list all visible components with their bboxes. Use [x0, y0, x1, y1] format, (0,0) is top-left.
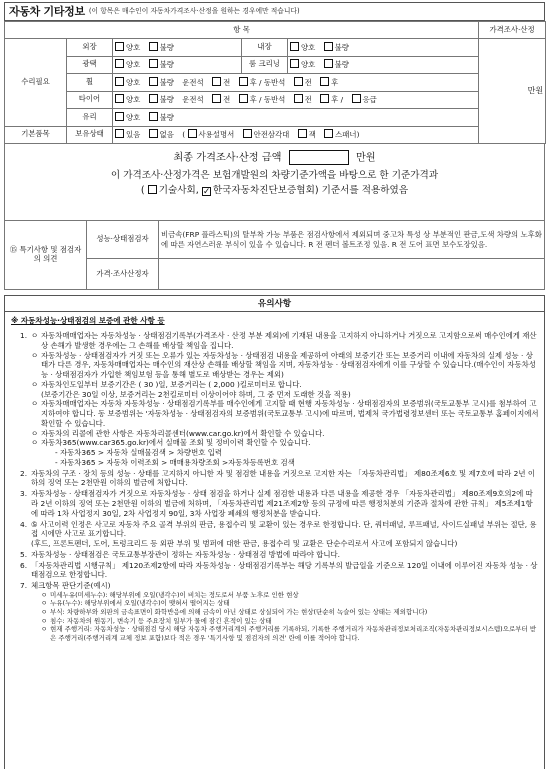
basis-option-1: 기술사회, — [158, 184, 199, 196]
checkbox-spanner[interactable] — [324, 129, 333, 138]
notice-subitem — [31, 399, 539, 428]
option-label: 있음 — [126, 130, 141, 140]
checkbox-room-clean-bad[interactable] — [324, 59, 333, 68]
basic-items-label: 기본품목 — [5, 126, 67, 144]
column-header-price: 가격조사·산정 — [479, 22, 546, 39]
criteria-text: 부식: 차량하부와 외판의 금속표면이 화학반응에 의해 금속이 아닌 상태로 상실되어 가는 현상(단순히 녹슬어 있는 상태는 제외합니다) — [50, 608, 428, 617]
paren: ( — [140, 184, 145, 196]
option-label: 양호 — [301, 42, 316, 52]
notice-subitem — [31, 429, 539, 439]
notice-item — [20, 489, 539, 518]
section-title: 자동차 기타정보 — [9, 4, 85, 18]
option-label: 양호 — [126, 95, 141, 105]
option-label: 양호 — [126, 77, 141, 87]
option-label: 불량 — [159, 112, 174, 122]
notice-item — [20, 549, 539, 560]
row-label-gloss: 광택 — [67, 56, 113, 74]
notice-item-number: 7. — [20, 581, 28, 591]
bullet-mark: ㅇ — [41, 590, 48, 599]
row-label-wheel: 휠 — [67, 74, 113, 92]
checkbox-wheel-passenger-rear[interactable] — [320, 77, 329, 86]
notice-path-line: - 자동차365 > 자동차 이력조회 > 매매용차량조회 >자동차등록번호 검색 — [55, 457, 295, 467]
notice-subitem — [31, 438, 539, 467]
option-label: 잭 — [308, 130, 316, 140]
notice-item-number: 5. — [20, 549, 28, 559]
final-amount-input[interactable] — [289, 150, 349, 165]
notice-item-text: 체크항목 판단기준(예시) — [31, 581, 111, 591]
option-label: 후 / 동반석 — [249, 95, 286, 105]
criteria-item — [41, 625, 539, 642]
checkbox-tire-good[interactable] — [115, 94, 124, 103]
checkbox-jack[interactable] — [298, 129, 307, 138]
notice-subitem-text: 자동차365(www.car365.go.kr)에서 실매물 조회 및 정비이력 확인할 수 있습니다. — [41, 438, 311, 448]
pricer-opinion-text[interactable] — [159, 259, 545, 290]
possession-status-label: 보유상태 — [67, 126, 113, 144]
column-header-item: 항 목 — [5, 22, 479, 39]
checkbox-tire-emergency[interactable] — [352, 94, 361, 103]
notice-body — [4, 312, 545, 769]
checkbox-basic-have[interactable] — [115, 129, 124, 138]
section-title-bar — [4, 2, 545, 21]
notice-subitem-text: 자동차매매업자는 자동차성능 · 상태점검기록부(가격조사 · 산정 부분 제외)에 기재된 내용을 고지하지 아니하거나 거짓으로 고지함으로써 매수인에게 재산상 손해가 발생한 경우에는 그 손해를 배상할 책임을 집니다. — [41, 331, 537, 350]
basis-option-2: 한국자동차진단보증협회) 기준서를 적용하였음 — [212, 184, 409, 196]
criteria-item — [41, 617, 539, 626]
notice-item — [20, 560, 539, 581]
notice-item-number: 2. — [20, 468, 28, 478]
notice-item-text: 자동차의 구조 · 장치 등의 성능 · 상태를 고지하지 아니한 자 및 점검한 내용을 거짓으로 고지한 자는 「자동차관리법」 제80조제6호 및 제7호에 따라 2년 이하의 징역 또는 2천만원 이하의 벌금에 처합니다. — [31, 468, 535, 488]
checkbox-interior-bad[interactable] — [324, 42, 333, 51]
bullet-mark: ㅇ — [41, 625, 48, 634]
criteria-list — [31, 591, 539, 642]
checkbox-manual[interactable] — [188, 129, 197, 138]
notice-item-number: 6. — [20, 560, 28, 570]
option-label: 후 / 동반석 — [249, 77, 286, 87]
option-label: 없음 — [159, 130, 174, 140]
notice-subitem — [31, 351, 539, 380]
bullet-mark: ㅇ — [41, 616, 48, 625]
inspector-opinion-text: 비금속(FRP 플라스틱)의 탈부착 가능 부품은 점검사항에서 제외되며 중고차 특성 상 부분적인 판금,도색 차량의 노후화에 따른 자연스러운 부식이 있을 수 있습니다. R 전 펜더 볼트조정 있음. R 전 도어 표면 보수도장있음. — [159, 221, 545, 259]
special-notes-table — [4, 220, 545, 290]
notice-subitem-text: 자동차의 리콜에 관한 사항은 자동차리콜센터(www.car.go.kr)에서 확인할 수 있습니다. — [41, 428, 325, 438]
option-label: 불량 — [159, 77, 174, 87]
notice-item-number: 4. — [20, 519, 28, 529]
criteria-item — [41, 608, 539, 617]
option-label: 응급 — [362, 95, 377, 105]
notice-item-text: 자동차성능 · 상태점검은 국토교통부장관이 정하는 자동차성능 · 상태점검 방법에 따라야 합니다. — [31, 549, 340, 559]
checkbox-tire-driver-rear[interactable] — [239, 94, 248, 103]
bullet-mark: ㅇ — [31, 428, 39, 438]
inspector-label: 성능·상태점검자 — [87, 221, 159, 259]
notice-item — [20, 519, 539, 549]
section-note: (이 항목은 매수인이 자동차가격조사·산정을 원하는 경우에만 적습니다) — [88, 7, 300, 16]
option-label: 후 / — [331, 95, 344, 105]
checkbox-gloss-bad[interactable] — [149, 59, 158, 68]
final-amount-label: 최종 가격조사·산정 금액 — [173, 152, 282, 164]
checkbox-tire-bad[interactable] — [149, 94, 158, 103]
notice-item-number: 1. — [20, 331, 28, 340]
criteria-item — [41, 599, 539, 608]
option-label: 불량 — [159, 42, 174, 52]
notice-subitem-text: 자동차매매업자는 자동차 자동차성능 · 상태점검기록부를 매수인에게 고지할 때 현행 자동차성능 · 상태점검자의 보증범위(국토교통부 고시)를 첨부하여 고지하여야 합니다. 동 보증범위는 '자동차성능 · 상태점검자의 보증범위(국토교통부 고시)에 따르며, 법제처 국가법령정보센터 또는 국토교통부 홈페이지에서 확인할 수 있습니다. — [41, 399, 539, 428]
bullet-mark: ㅇ — [31, 379, 39, 389]
checkbox-wheel-driver-front[interactable] — [212, 77, 221, 86]
checkbox-tire-passenger-rear[interactable] — [320, 94, 329, 103]
checkbox-gloss-good[interactable] — [115, 59, 124, 68]
checkbox-engineers-association[interactable] — [148, 185, 157, 194]
notice-path-line: - 자동차365 > 자동차 실매물검색 > 차량번호 입력 — [55, 448, 222, 458]
checkbox-basic-none[interactable] — [149, 129, 158, 138]
driver-seat-label: 운전석 — [182, 77, 204, 87]
checkbox-glass-good[interactable] — [115, 112, 124, 121]
criteria-text: 누유(누수): 해당부위에서 오일(냉각수)이 맺혀서 떨어지는 상태 — [50, 599, 230, 608]
option-label: 전 — [223, 77, 231, 87]
row-label-exterior: 외장 — [67, 39, 113, 57]
row-label-interior: 내장 — [242, 39, 288, 57]
option-label: 스패너 — [335, 130, 357, 140]
notice-title: ※ 자동차성능·상태점검의 보증에 관한 사항 등 — [11, 316, 165, 325]
option-label: 불량 — [334, 42, 349, 52]
bullet-mark: ㅇ — [41, 599, 48, 608]
other-info-table — [4, 21, 546, 144]
special-notes-label: ⑮ 특기사항 및 점검자의 의견 — [5, 221, 87, 290]
option-label: 양호 — [126, 60, 141, 70]
notice-item-text: ⑤ 사고이력 인정은 사고로 자동차 주요 골격 부위의 판금, 용접수리 및 교환이 있는 경우로 한정합니다. 단, 쿼터패널, 루프패널, 사이드실패널 부위는 절단, 용접 시에만 사고로 표기합니다. (후드, 프론트펜더, 도어, 트렁크리드 등 외판 부위 및 범퍼에 대한 판금, 용접수리 및 교환은 단순수리로서 사고에 포함되지 않습니다) — [31, 519, 537, 549]
final-amount-unit: 만원 — [355, 152, 376, 164]
notice-item — [20, 581, 539, 642]
notice-item-number: 3. — [20, 489, 28, 499]
bullet-mark: ㅇ — [31, 438, 39, 448]
row-label-glass: 유리 — [67, 109, 113, 127]
checkbox-triangle[interactable] — [243, 129, 252, 138]
paren: ) — [356, 130, 360, 140]
notice-item — [20, 331, 539, 468]
option-label: 안전삼각대 — [253, 130, 290, 140]
price-unit: 만원 — [527, 86, 544, 96]
pricer-label: 가격·조사산정자 — [87, 259, 159, 290]
option-label: 불량 — [159, 60, 174, 70]
repair-needed-label: 수리필요 — [5, 39, 67, 127]
option-label: 전 — [304, 95, 312, 105]
criteria-text: 미세누유(미세누수): 해당부위에 오일(냉각수)이 비치는 정도로서 부품 노후로 인한 현상 — [50, 590, 299, 599]
notice-item-text: 자동차성능 · 상태점검자가 거짓으로 자동차성능 · 상태 점검을 하거나 실제 점검한 내용과 다른 내용을 제공한 경우 「자동차관리법」 제80조제9호의2에 따라 2년 이하의 징역 또는 2천만원 이하의 벌금에 처하며, 「자동차관리법 제21조제2항 등의 규정에 따른 행정처분의 기준과 절차에 관한 규칙」 제5조제1항에 따라 1차 사업정지 30일, 2차 사업정지 90일, 3차 사업장 폐쇄의 행정처분을 받습니다. — [31, 489, 533, 518]
checkbox-diagnosis-association[interactable] — [202, 187, 211, 196]
criteria-text: 현재 주행거리: 자동차성능 · 상태점검 당시 해당 자동차 주행거리계의 주행거리를 기록하되, 기록한 주행거리가 자동차관리정보처리조직(자동차관리정보시스템)으로부터 받은 주행거리(주행거리계 교체 정보 포함)보다 적은 경우 '특기사항 및 점검자의 의견' 란에 이를 적어야 합니다. — [50, 625, 537, 642]
checkbox-glass-bad[interactable] — [149, 112, 158, 121]
notice-item-text: 「자동차관리법 시행규칙」 제120조제2항에 따라 자동차성능 · 상태점검기록부는 해당 기록부의 발급일을 기준으로 120일 이내에 이루어진 자동차 성능 · 상태점검으로 한정합니다. — [31, 560, 538, 580]
checkbox-wheel-good[interactable] — [115, 77, 124, 86]
price-basis-text: 이 가격조사·산정가격은 보험개발원의 차량기준가액을 바탕으로 한 기준가격과 — [110, 170, 439, 181]
option-label: 양호 — [301, 60, 316, 70]
option-label: 양호 — [126, 42, 141, 52]
option-label: 양호 — [126, 112, 141, 122]
option-label: 전 — [304, 77, 312, 87]
final-price-block — [4, 144, 545, 220]
notice-subitem-text: 자동차인도일부터 보증기간은 ( 30 )일, 보증거리는 ( 2,000 )킬로미터로 합니다. (보증기간은 30일 이상, 보증거리는 2천킬로미터 이상이어야 하며, 그 중 먼저 도래한 것을 적용) — [41, 379, 351, 399]
checkbox-exterior-good[interactable] — [115, 42, 124, 51]
checkbox-room-clean-good[interactable] — [290, 59, 299, 68]
checkbox-tire-driver-front[interactable] — [212, 94, 221, 103]
notice-header: 유의사항 — [4, 295, 545, 312]
checkbox-wheel-driver-rear[interactable] — [239, 77, 248, 86]
checkbox-tire-passenger-front[interactable] — [294, 94, 303, 103]
price-amount-cell[interactable] — [479, 39, 546, 144]
checkbox-wheel-passenger-front[interactable] — [294, 77, 303, 86]
driver-seat-label: 운전석 — [182, 95, 204, 105]
option-label: 불량 — [334, 60, 349, 70]
row-label-room-clean: 룸 크리닝 — [242, 56, 288, 74]
criteria-text: 침수: 자동차의 원동기, 변속기 등 주요장치 일부가 물에 잠긴 흔적이 있는 상태 — [50, 616, 272, 625]
checkbox-interior-good[interactable] — [290, 42, 299, 51]
notice-subitem — [31, 380, 539, 400]
bullet-mark: ㅇ — [31, 331, 39, 340]
checkbox-exterior-bad[interactable] — [149, 42, 158, 51]
option-label: 사용설명서 — [198, 130, 235, 140]
bullet-mark: ㅇ — [41, 608, 48, 617]
option-label: 불량 — [159, 95, 174, 105]
notice-subitem — [31, 331, 539, 351]
bullet-mark: ㅇ — [31, 350, 39, 360]
paren: ( — [182, 130, 186, 140]
notice-list — [11, 331, 539, 642]
row-label-tire: 타이어 — [67, 91, 113, 109]
checkbox-wheel-bad[interactable] — [149, 77, 158, 86]
notice-item — [20, 468, 539, 489]
bullet-mark: ㅇ — [31, 399, 39, 409]
option-label: 전 — [223, 95, 231, 105]
notice-subitem-text: 자동차성능 · 상태점검자가 거짓 또는 오류가 있는 자동차성능 · 상태점검 내용을 제공하여 아래의 보증기간 또는 보증거리 이내에 자동차의 실제 성능 · 상태가 다른 경우, 자동차매매업자는 매수인의 재산상 손해를 배상할 책임을 지며, 자동차성능 · 상태점검자에게 이를 구상할 수 있습니다.(매수인이 자동차성능 · 상태점검자가 가입한 책임보험 등을 통해 별도로 배상받는 경우는 제외) — [41, 350, 536, 380]
option-label: 후 — [331, 77, 339, 87]
